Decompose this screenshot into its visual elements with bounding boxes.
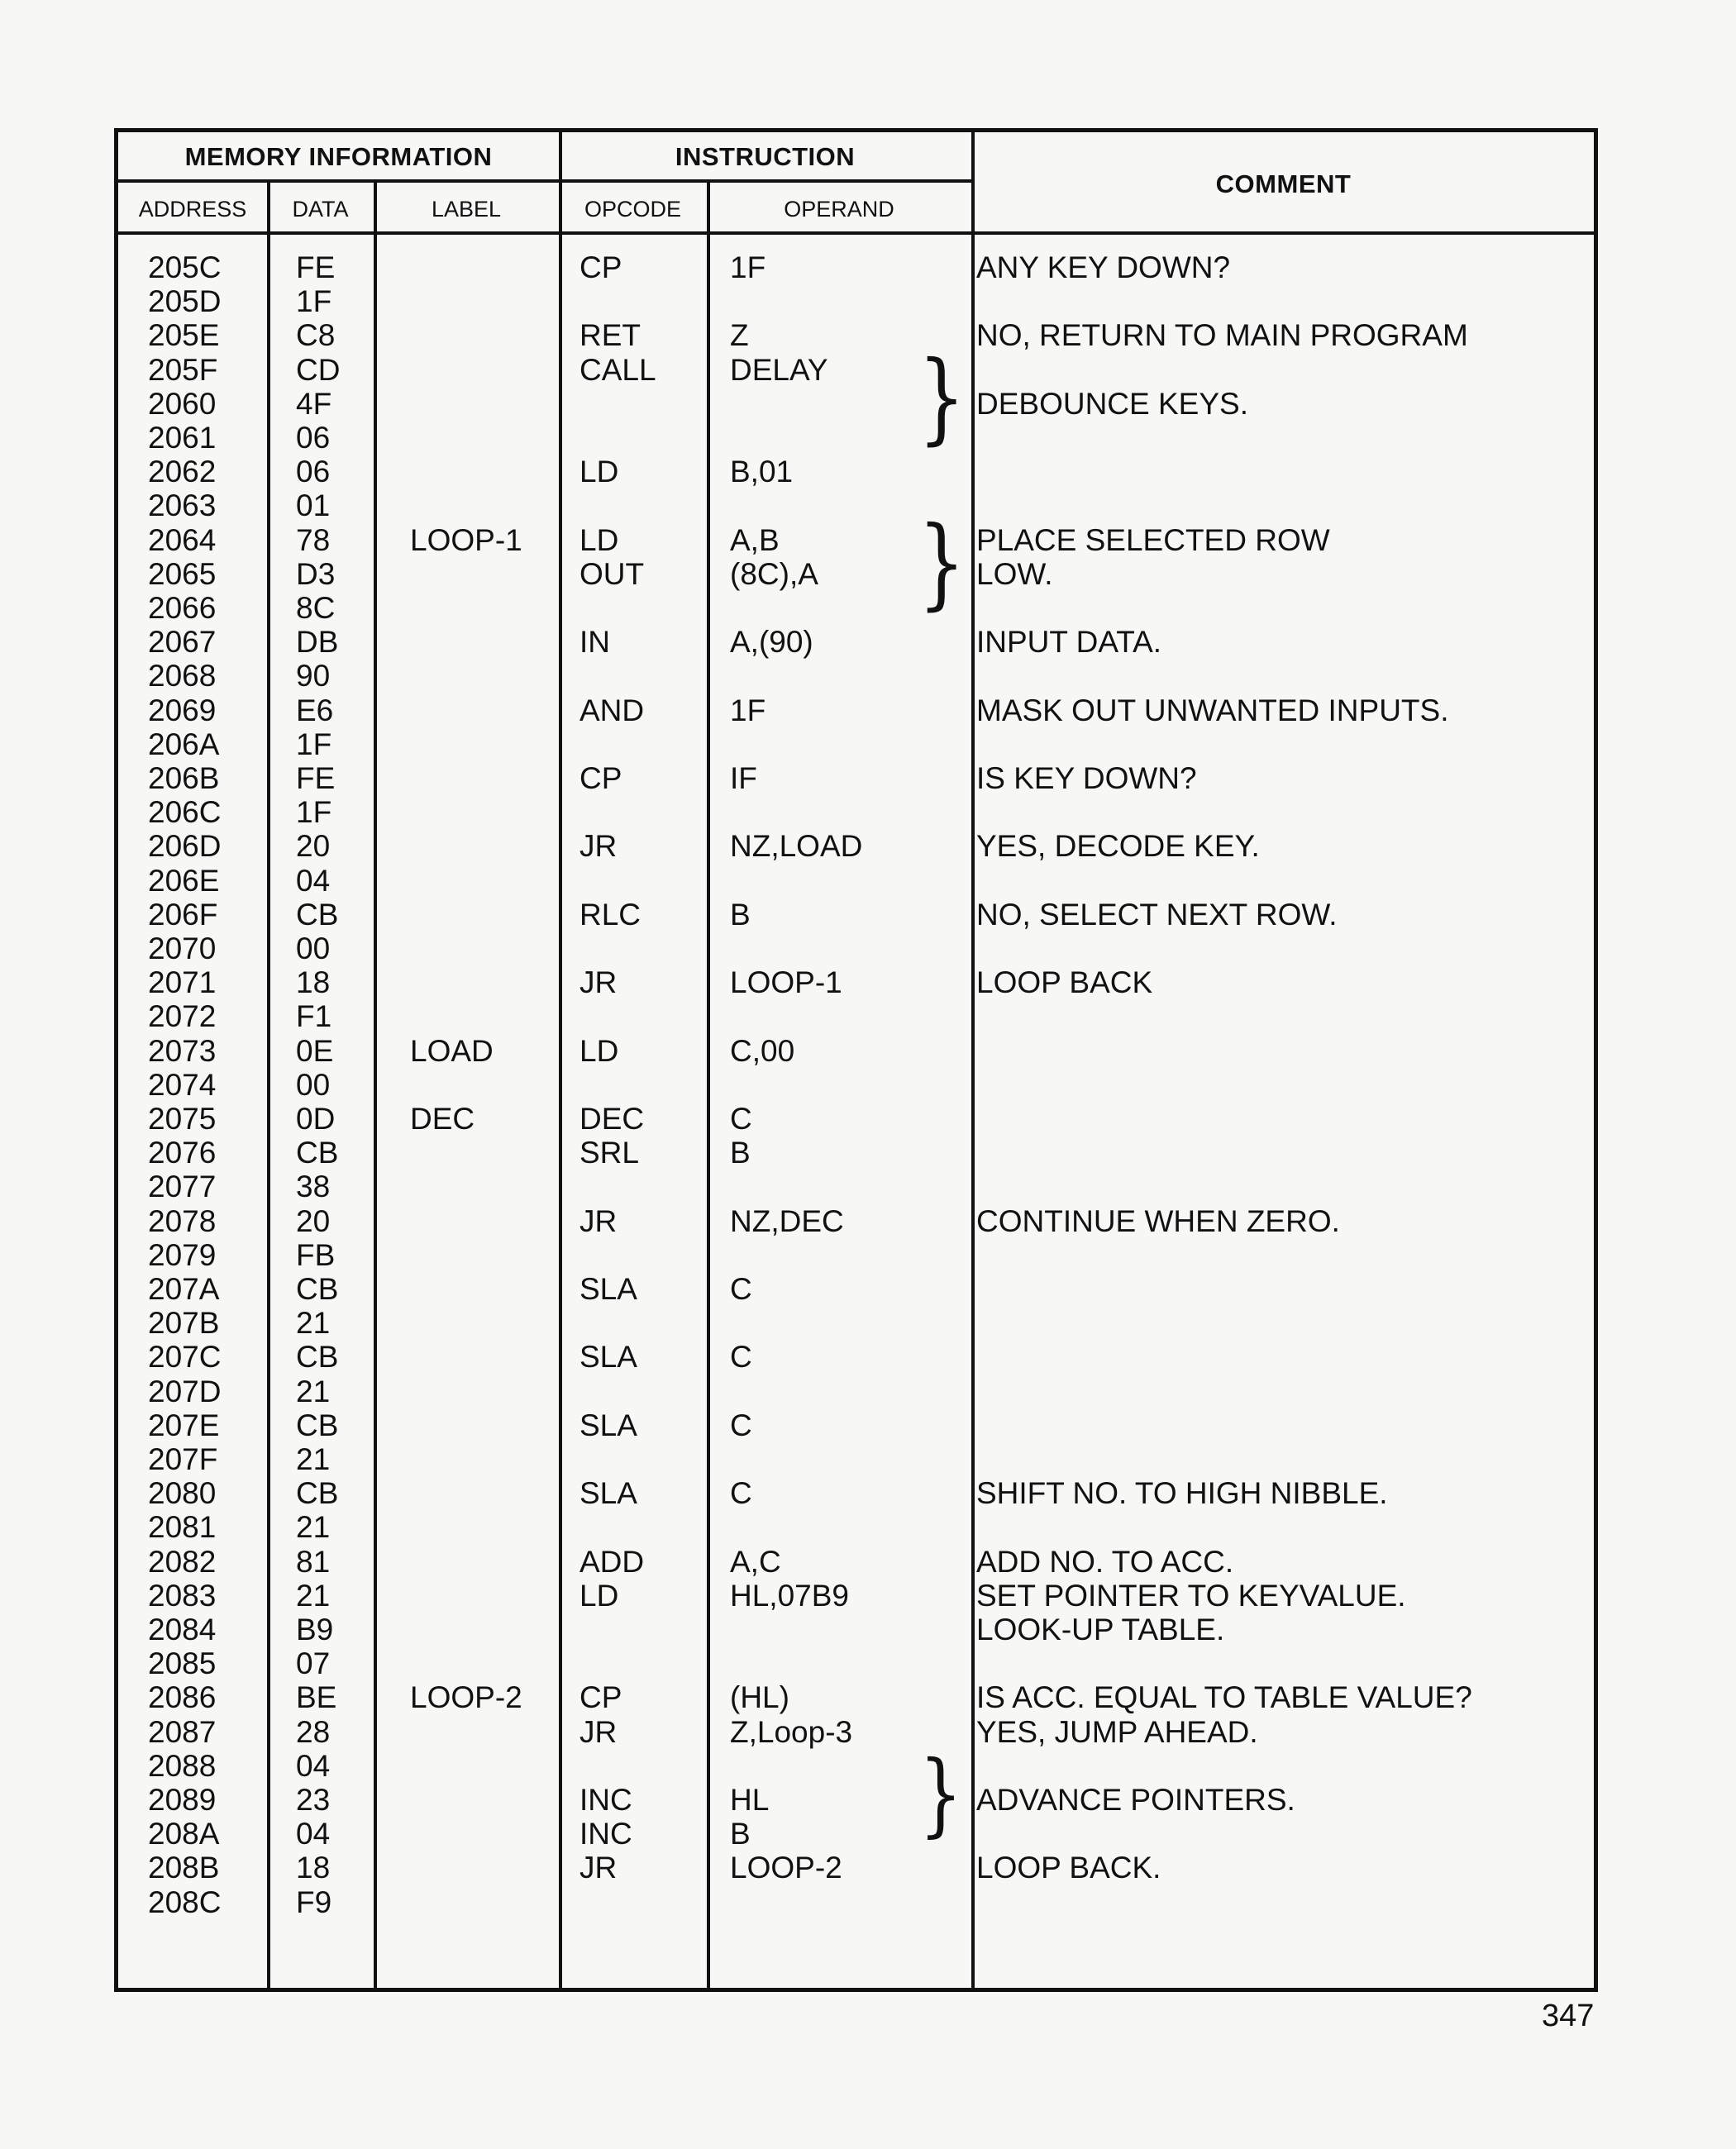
cell-operand: A,(90) [730, 625, 813, 660]
data-header: DATA [292, 197, 349, 222]
cell-address: 207C [148, 1340, 222, 1375]
program-listing-table [114, 128, 1598, 1992]
cell-address: 2061 [148, 421, 217, 455]
cell-comment: NO, SELECT NEXT ROW. [976, 897, 1338, 932]
cell-address: 2083 [148, 1578, 217, 1613]
cell-data: 21 [296, 1374, 331, 1408]
cell-data: 38 [296, 1170, 331, 1204]
cell-data: 1F [296, 727, 332, 761]
cell-operand: Z [730, 318, 749, 353]
cell-opcode: RLC [579, 897, 641, 932]
cell-operand: C [730, 1272, 752, 1306]
cell-opcode: LD [579, 455, 619, 489]
cell-data: D3 [296, 556, 336, 591]
cell-comment: LOOP BACK. [976, 1851, 1161, 1885]
cell-address: 205F [148, 352, 218, 387]
cell-address: 205D [148, 284, 222, 319]
cell-data: 0E [296, 1033, 334, 1068]
cell-comment: ANY KEY DOWN? [976, 250, 1231, 284]
cell-operand: A,C [730, 1544, 781, 1579]
cell-address: 206D [148, 829, 222, 864]
cell-address: 2067 [148, 625, 217, 660]
cell-data: 90 [296, 659, 331, 693]
cell-opcode: LD [579, 1033, 619, 1068]
cell-address: 206C [148, 795, 222, 830]
cell-operand: B [730, 1817, 751, 1851]
divider-instruction-comment [971, 132, 975, 1990]
cell-address: 2075 [148, 1102, 217, 1136]
cell-data: 8C [296, 591, 336, 625]
cell-address: 2068 [148, 659, 217, 693]
operand-header: OPERAND [784, 197, 894, 222]
cell-comment: ADD NO. TO ACC. [976, 1544, 1234, 1579]
cell-operand: NZ,LOAD [730, 829, 863, 864]
cell-opcode: JR [579, 1714, 618, 1749]
cell-address: 2064 [148, 522, 217, 557]
cell-operand: A,B [730, 522, 780, 557]
cell-address: 2081 [148, 1510, 217, 1545]
cell-opcode: LD [579, 1578, 619, 1613]
cell-opcode: OUT [579, 556, 645, 591]
cell-address: 207E [148, 1408, 220, 1442]
cell-data: CB [296, 1408, 339, 1442]
cell-data: CD [296, 352, 341, 387]
cell-opcode: SLA [579, 1272, 637, 1306]
cell-opcode: CP [579, 761, 622, 795]
cell-comment: ADVANCE POINTERS. [976, 1783, 1295, 1817]
cell-operand: B [730, 1136, 751, 1170]
cell-data: 18 [296, 965, 331, 1000]
cell-comment: SHIFT NO. TO HIGH NIBBLE. [976, 1476, 1388, 1511]
cell-address: 206E [148, 863, 220, 898]
cell-data: 28 [296, 1714, 331, 1749]
cell-address: 2071 [148, 965, 217, 1000]
opcode-header: OPCODE [584, 197, 682, 222]
cell-address: 2076 [148, 1136, 217, 1170]
cell-data: 81 [296, 1544, 331, 1579]
cell-comment: LOW. [976, 556, 1053, 591]
cell-address: 207F [148, 1442, 218, 1476]
cell-opcode: JR [579, 1203, 618, 1238]
cell-operand: C [730, 1102, 752, 1136]
cell-comment: IS KEY DOWN? [976, 761, 1197, 795]
cell-address: 207D [148, 1374, 222, 1408]
cell-comment: LOOP BACK [976, 965, 1153, 1000]
label-header: LABEL [431, 197, 502, 222]
cell-data: 04 [296, 863, 331, 898]
cell-data: 21 [296, 1306, 331, 1341]
cell-opcode: SLA [579, 1476, 637, 1511]
cell-data: 1F [296, 795, 332, 830]
cell-operand: DELAY [730, 352, 828, 387]
cell-operand: 1F [730, 250, 766, 284]
cell-data: 00 [296, 1067, 331, 1102]
cell-address: 2082 [148, 1544, 217, 1579]
cell-opcode: INC [579, 1783, 632, 1817]
cell-data: 20 [296, 1203, 331, 1238]
cell-data: CB [296, 1136, 339, 1170]
cell-data: E6 [296, 693, 334, 727]
cell-data: 07 [296, 1646, 331, 1681]
cell-data: 04 [296, 1748, 331, 1783]
cell-opcode: DEC [579, 1102, 645, 1136]
cell-operand: HL,07B9 [730, 1578, 849, 1613]
cell-address: 2084 [148, 1613, 217, 1646]
cell-data: 21 [296, 1442, 331, 1476]
cell-address: 2066 [148, 591, 217, 625]
cell-data: 20 [296, 829, 331, 864]
cell-comment: DEBOUNCE KEYS. [976, 386, 1248, 421]
divider-memory-instruction [559, 132, 562, 1990]
address-header: ADDRESS [138, 197, 247, 222]
cell-label: LOOP-1 [410, 522, 522, 557]
cell-address: 208B [148, 1851, 220, 1885]
cell-address: 2079 [148, 1237, 217, 1272]
cell-data: 06 [296, 421, 331, 455]
cell-operand: HL [730, 1783, 770, 1817]
cell-address: 2065 [148, 556, 217, 591]
cell-address: 2069 [148, 693, 217, 727]
cell-data: 4F [296, 386, 332, 421]
cell-data: B9 [296, 1613, 334, 1646]
cell-operand: C [730, 1340, 752, 1375]
cell-data: 04 [296, 1817, 331, 1851]
cell-data: 01 [296, 488, 331, 523]
cell-data: F1 [296, 999, 332, 1034]
cell-data: 06 [296, 455, 331, 489]
cell-data: FB [296, 1237, 336, 1272]
cell-address: 207A [148, 1272, 220, 1306]
cell-operand: B,01 [730, 455, 794, 489]
cell-comment: CONTINUE WHEN ZERO. [976, 1203, 1340, 1238]
cell-opcode: CALL [579, 352, 656, 387]
cell-data: 21 [296, 1510, 331, 1545]
cell-address: 2070 [148, 932, 217, 965]
cell-operand: LOOP-1 [730, 965, 842, 1000]
cell-data: CB [296, 1272, 339, 1306]
cell-address: 2073 [148, 1033, 217, 1068]
cell-comment: MASK OUT UNWANTED INPUTS. [976, 693, 1449, 727]
divider-opcode-operand [707, 179, 710, 1990]
memory-information-header: MEMORY INFORMATION [184, 142, 493, 171]
cell-address: 205E [148, 318, 220, 353]
cell-address: 2085 [148, 1646, 217, 1681]
cell-opcode: CP [579, 1680, 622, 1715]
cell-address: 2074 [148, 1067, 217, 1102]
cell-opcode: SLA [579, 1340, 637, 1375]
cell-comment: YES, JUMP AHEAD. [976, 1714, 1258, 1749]
cell-opcode: RET [579, 318, 641, 353]
cell-comment: LOOK-UP TABLE. [976, 1613, 1225, 1646]
cell-address: 2086 [148, 1680, 217, 1715]
brace-debounce: } [918, 341, 966, 455]
cell-data: CB [296, 1340, 339, 1375]
cell-address: 208A [148, 1817, 220, 1851]
cell-opcode: JR [579, 829, 618, 864]
cell-data: 21 [296, 1578, 331, 1613]
cell-data: CB [296, 1476, 339, 1511]
cell-label: LOOP-2 [410, 1680, 522, 1715]
instruction-header: INSTRUCTION [675, 142, 856, 171]
divider-data-label [374, 179, 377, 1990]
cell-operand: 1F [730, 693, 766, 727]
cell-opcode: SRL [579, 1136, 639, 1170]
cell-address: 206F [148, 897, 218, 932]
cell-address: 2072 [148, 999, 217, 1034]
cell-data: CB [296, 897, 339, 932]
cell-address: 2060 [148, 386, 217, 421]
divider-address-data [267, 179, 270, 1990]
page-number: 347 [1542, 1999, 1595, 2033]
cell-data: FE [296, 761, 336, 795]
cell-operand: Z,Loop-3 [730, 1714, 853, 1749]
brace-place-row: } [918, 506, 966, 621]
cell-data: FE [296, 250, 336, 284]
cell-label: DEC [410, 1102, 475, 1136]
cell-data: 78 [296, 522, 331, 557]
cell-operand: C [730, 1408, 752, 1442]
cell-opcode: ADD [579, 1544, 645, 1579]
cell-operand: IF [730, 761, 757, 795]
header-divider-group [118, 179, 971, 183]
cell-address: 206A [148, 727, 220, 761]
cell-address: 205C [148, 250, 222, 284]
cell-opcode: INC [579, 1817, 632, 1851]
cell-opcode: IN [579, 625, 610, 660]
cell-label: LOAD [410, 1033, 494, 1068]
cell-comment: PLACE SELECTED ROW [976, 522, 1330, 557]
cell-operand: (HL) [730, 1680, 789, 1715]
cell-data: 23 [296, 1783, 331, 1817]
cell-operand: C,00 [730, 1033, 795, 1068]
cell-opcode: AND [579, 693, 645, 727]
comment-header: COMMENT [1215, 169, 1352, 198]
cell-address: 2063 [148, 488, 217, 523]
cell-address: 2077 [148, 1170, 217, 1204]
cell-opcode: CP [579, 250, 622, 284]
cell-operand: C [730, 1476, 752, 1511]
cell-data: 00 [296, 932, 331, 965]
cell-address: 2062 [148, 455, 217, 489]
cell-address: 2088 [148, 1748, 217, 1783]
cell-address: 208C [148, 1885, 222, 1919]
cell-operand: B [730, 897, 751, 932]
cell-address: 2080 [148, 1476, 217, 1511]
cell-data: 0D [296, 1102, 336, 1136]
cell-comment: NO, RETURN TO MAIN PROGRAM [976, 318, 1468, 353]
cell-address: 2089 [148, 1783, 217, 1817]
brace-advance-pointers: } [918, 1741, 963, 1846]
header-bottom-rule [118, 231, 1595, 235]
cell-data: 1F [296, 284, 332, 319]
cell-operand: (8C),A [730, 556, 818, 591]
cell-address: 206B [148, 761, 220, 795]
cell-data: C8 [296, 318, 336, 353]
cell-address: 207B [148, 1306, 220, 1341]
cell-comment: YES, DECODE KEY. [976, 829, 1260, 864]
cell-comment: INPUT DATA. [976, 625, 1162, 660]
cell-operand: LOOP-2 [730, 1851, 842, 1885]
cell-comment: SET POINTER TO KEYVALUE. [976, 1578, 1406, 1613]
cell-operand: NZ,DEC [730, 1203, 844, 1238]
cell-opcode: JR [579, 965, 618, 1000]
cell-data: 18 [296, 1851, 331, 1885]
cell-opcode: LD [579, 522, 619, 557]
cell-comment: IS ACC. EQUAL TO TABLE VALUE? [976, 1680, 1472, 1715]
cell-data: DB [296, 625, 339, 660]
cell-opcode: SLA [579, 1408, 637, 1442]
cell-opcode: JR [579, 1851, 618, 1885]
cell-data: BE [296, 1680, 337, 1715]
cell-address: 2078 [148, 1203, 217, 1238]
cell-address: 2087 [148, 1714, 217, 1749]
cell-data: F9 [296, 1885, 332, 1919]
